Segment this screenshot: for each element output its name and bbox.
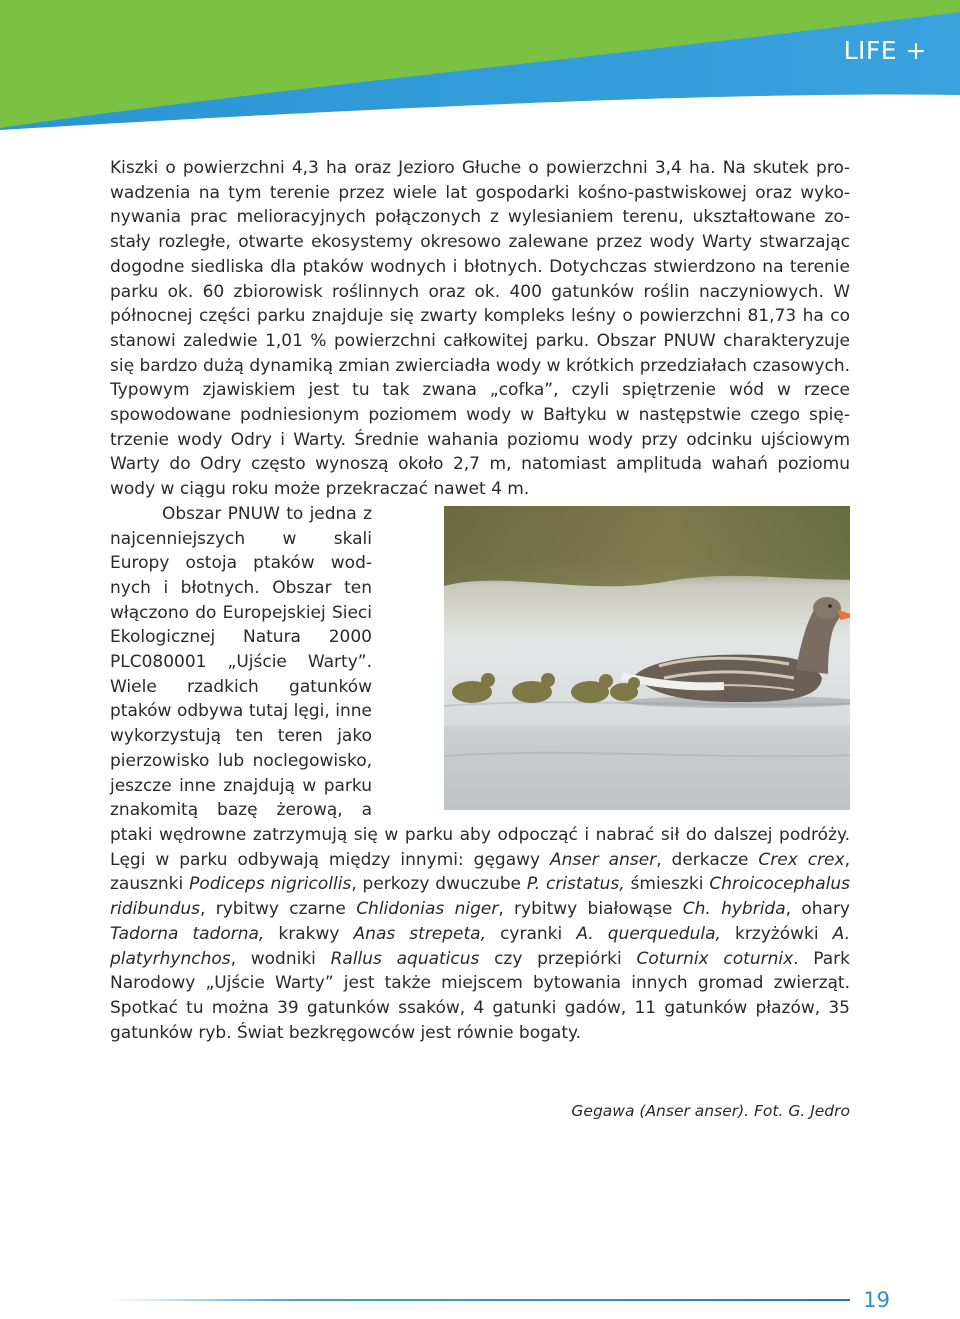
paragraph-1: Kiszki o powierzchni 4,3 ha oraz Jezioro Głuche o powierzchni 3,4 ha. Na skutek prowadzenia na tym terenie przez wiele lat gospodarki kośno-pastwiskowej oraz wykonywania prac melioracyjnych połączonych z wylesianiem terenu, ukształtowane zostały rozległe, otwarte ekosystemy okresowo zalewane przez wody Warty stwarzając dogodne siedliska dla ptaków wodnych i błotnych. Dotychczas stwierdzono na terenie parku ok. 60 zbiorowisk roślinnych oraz ok. 400 gatunków roślin naczyniowych. W północnej części parku znajduje się zwarty kompleks leśny o powierzchni 81,73 ha co stanowi zaledwie 1,01 % powierzchni całkowitej parku. Obszar PNUW charakteryzuje się bardzo dużą dynamiką zmian zwierciadła wody w krótkich przedziałach czasowych. Typowym zjawiskiem jest tu tak zwana „cofka”, czyli spiętrzenie wód w rzece spowodowane podniesionym poziomem wody w Bałtyku w następstwie czego spiętrzenie wody Odry i Warty. Średnie wahania poziomu wody przy odcinku ujściowym Warty do Odry często wynoszą około 2,7 m, natomiast amplituda wahań poziomu wody w ciągu roku może przekraczać nawet 4 m. [110,158,850,500]
page-number: 19 [863,1288,890,1312]
paragraph-2: Obszar PNUW to jedna z najcenniejszych w skali Europy ostoja ptaków wodnych i błotnych. Obszar ten włączono do Europejskiej Sieci Ekologicznej Natura 2000 PLC080001 „Ujście Warty”. Wiele rzadkich gatunków ptaków odbywa tutaj lęgi, inne wykorzystują ten teren jako pierzowisko lub noclegowisko, jeszcze inne znajdują w parku znakomitą bazę żerową, a ptaki wędrowne zatrzymują się w parku aby odpocząć i nabrać sił do dalszej podróży. Lęgi w parku odbywają między innymi: gęgawy Anser anser, derkacze Crex crex, zausznki Podiceps nigricollis, perkozy dwuczube P. cristatus, śmieszki Chroicocephalus ridibundus, rybitwy czarne Chlidonias niger, rybitwy białowąse Ch. hybrida, ohary Tadorna tadorna, krakwy Anas strepeta, cyranki A. querquedula, krzyżówki A. platyrhynchos, wodniki Rallus aquaticus czy przepiórki Coturnix coturnix. Park Narodowy „Ujście Warty” jest także miejscem bytowania innych gromad zwierząt. Spotkać tu można 39 gatunków ssaków, 4 gatunki gadów, 11 gatunków płazów, 35 gatunków ryb. Świat bezkręgowców jest równie bogaty. [110,502,850,1045]
article-body [110,156,850,1045]
footer-rule [110,1299,850,1301]
series-label: LIFE + [843,36,927,65]
page-header-band [0,0,960,130]
photo-caption: Gegawa (Anser anser). Fot. G. Jedro [571,1102,850,1120]
goose-photo [392,506,850,810]
